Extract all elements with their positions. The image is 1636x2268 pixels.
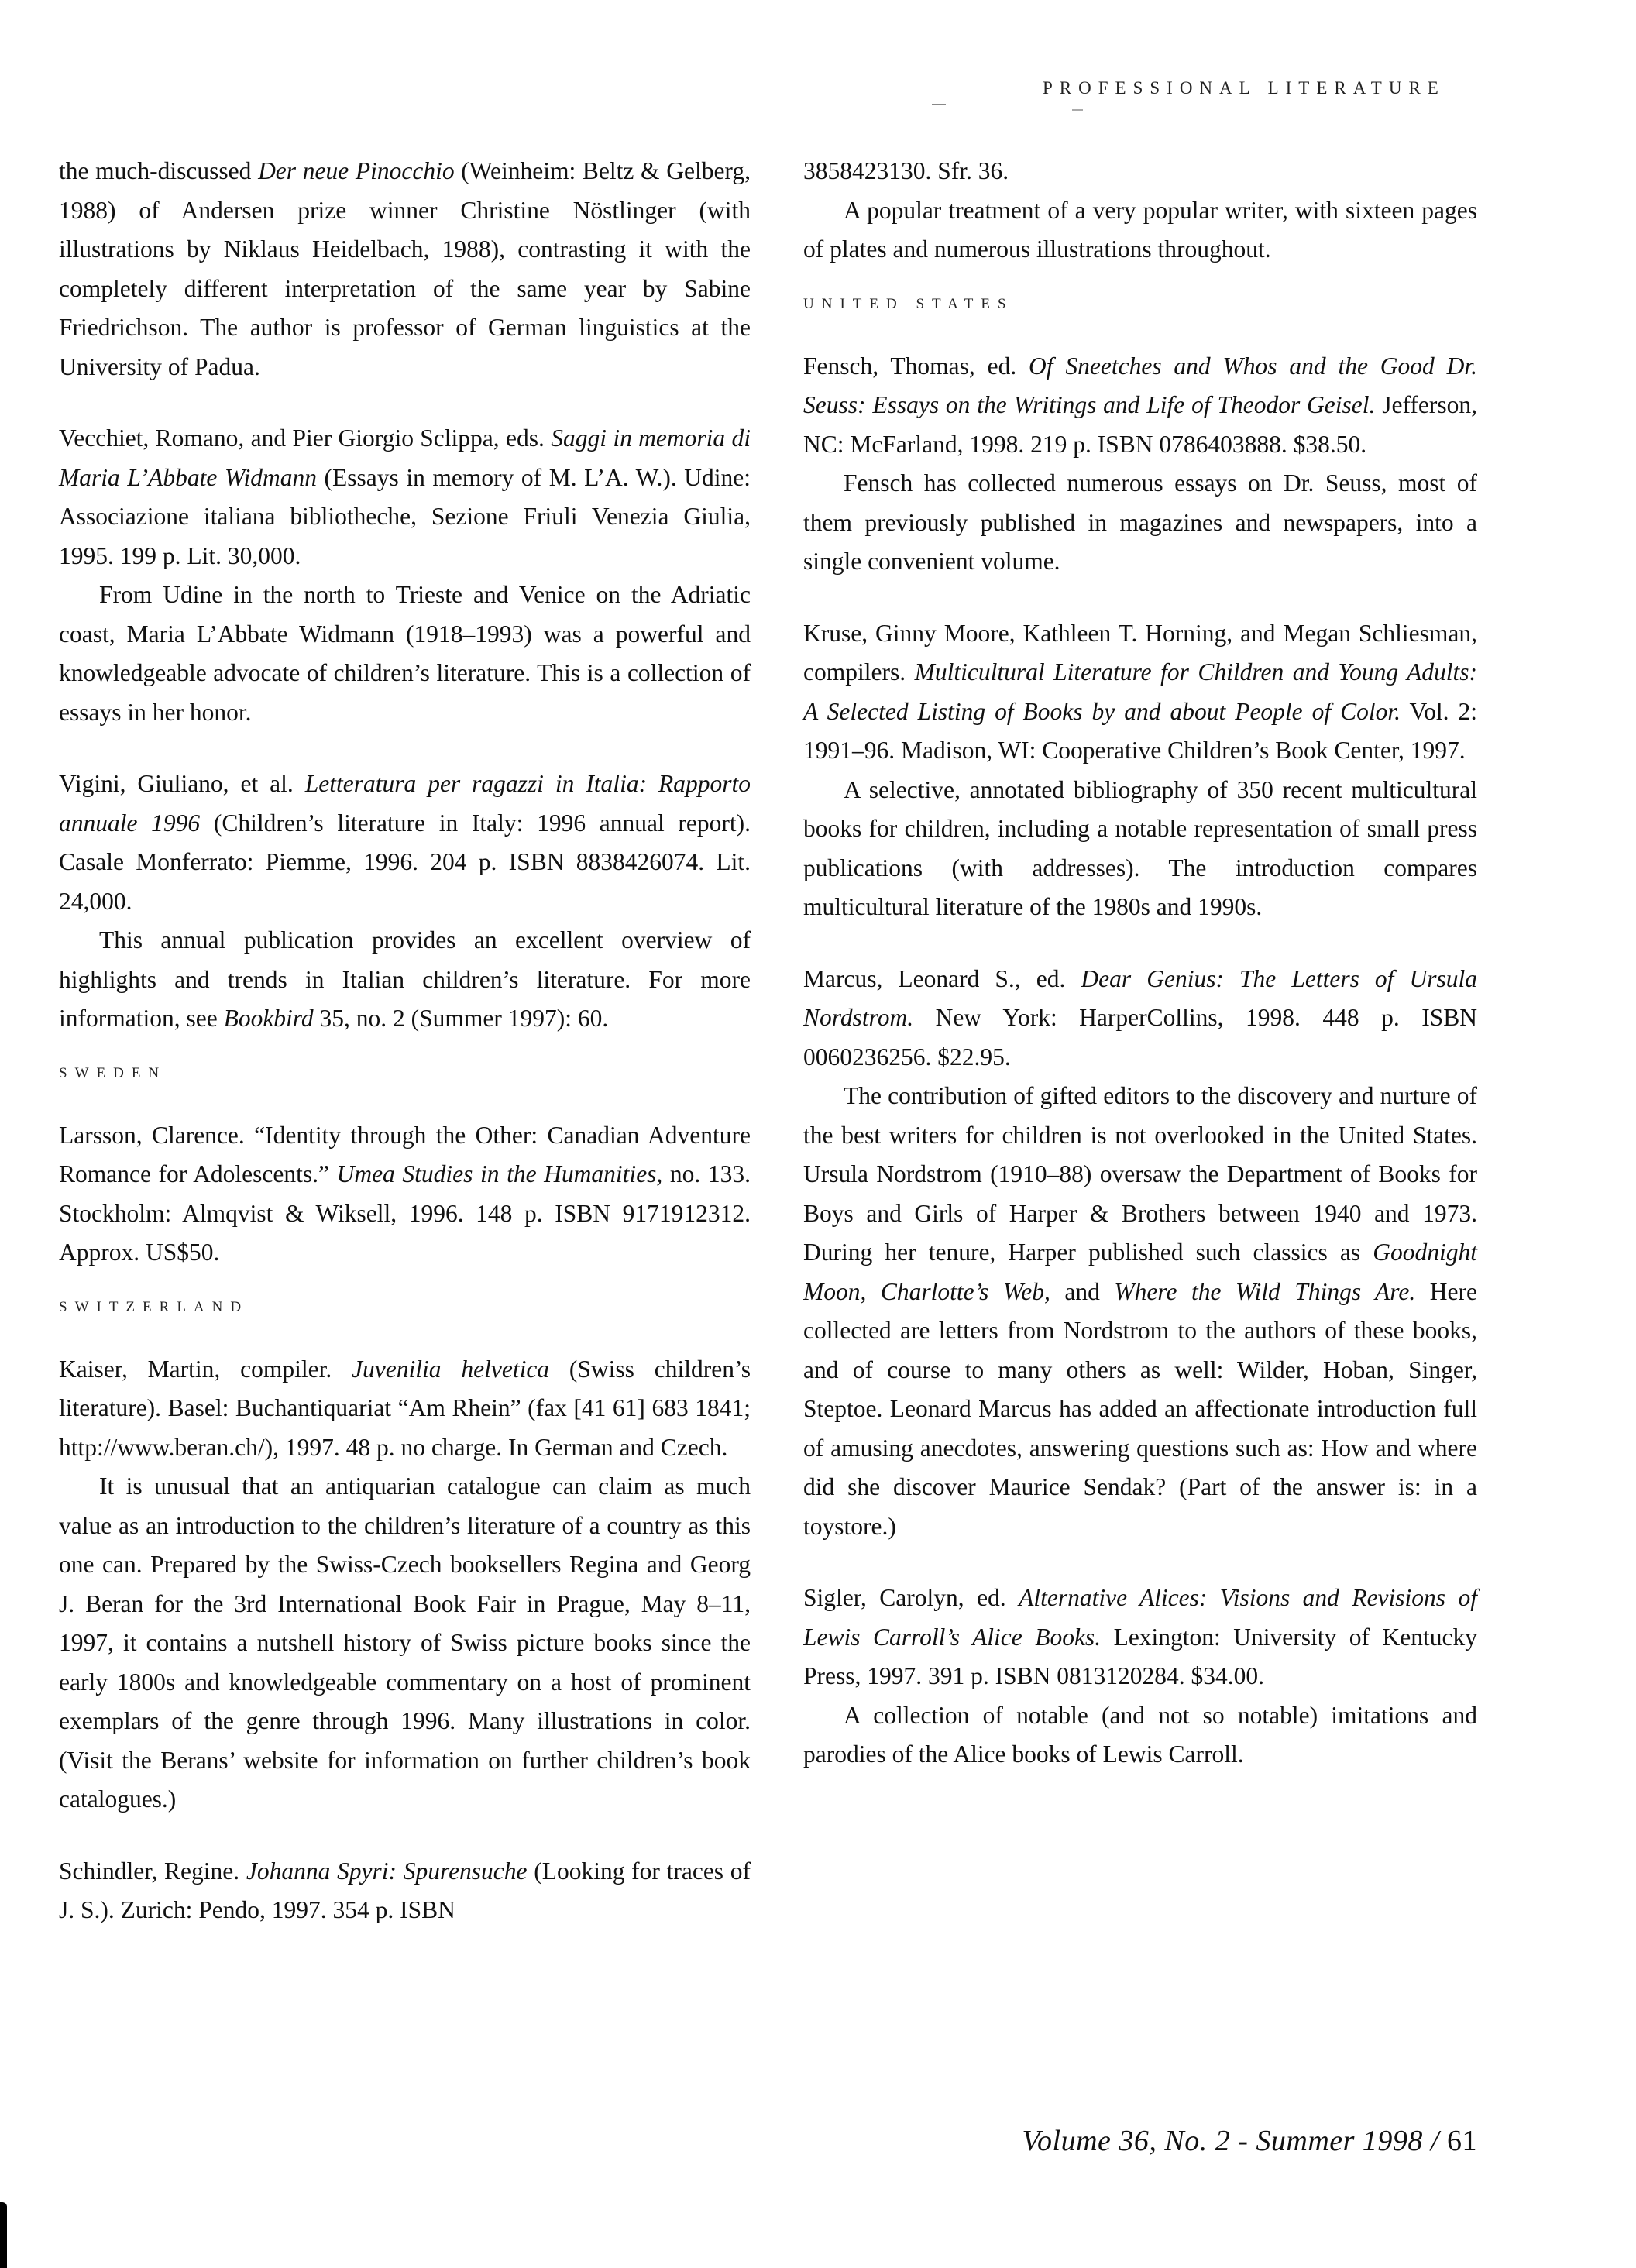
- right-column: [803, 152, 1477, 1807]
- annotation: It is unusual that an antiquarian catalogue can claim as much value as an introduction to the children’s literature of a country as this one can. Prepared by the Swiss-Czech booksellers Regina and Georg J. Beran for the 3rd International Book Fair in Prague, May 8–11, 1997, it contains a nutshell history of Swiss picture books since the early 1800s and knowledgeable commentary on a host of prominent exemplars of the genre through 1996. Many illustrations in color. (Visit the Berans’ website for information on further children’s book catalogues.): [59, 1472, 751, 1813]
- book-title: Dear Genius: The Letters of Ursula Nordstrom.: [803, 964, 1477, 1031]
- annotation-continued: the much-discussed Der neue Pinocchio (Weinheim: Beltz & Gelberg, 1988) of Andersen prize winner Christine Nöstlinger (with illustrations by Niklaus Heidelbach, 1988), contrasting it with the completely different interpretation of the same year by Sabine Friedrichson. The author is professor of German linguistics at the University of Padua.: [59, 157, 751, 380]
- bibliography-entry: [59, 1350, 751, 1820]
- continued-entry: [803, 152, 1477, 270]
- page-footer: [1003, 2124, 1477, 2158]
- citation: Fensch, Thomas, ed. Of Sneetches and Whos and the Good Dr. Seuss: Essays on the Writings and Life of Theodor Geisel. Jefferson, NC: McFarland, 1998. 219 p. ISBN 0786403888. $38.50.: [803, 352, 1477, 458]
- citation: Vecchiet, Romano, and Pier Giorgio Sclippa, eds. Saggi in memoria di Maria L’Abbate Widmann (Essays in memory of M. L’A. W.). Udine: Associazione italiana bibliotheche, Sezione Friuli Venezia Giulia, 1995. 199 p. Lit. 30,000.: [59, 424, 751, 569]
- book-title: Multicultural Literature for Children and Young Adults: A Selected Listing of Books by and about People of Color.: [803, 658, 1477, 725]
- annotation: A popular treatment of a very popular writer, with sixteen pages of plates and numerous illustrations throughout.: [803, 196, 1477, 263]
- footer-separator: /: [1422, 2125, 1447, 2157]
- bibliography-entry: [59, 1116, 751, 1273]
- left-column: [59, 152, 751, 1963]
- book-title: Alternative Alices: Visions and Revisions of Lewis Carroll’s Alice Books.: [803, 1584, 1477, 1651]
- annotation: This annual publication provides an excellent overview of highlights and trends in Italian children’s literature. For more information, see Bookbird 35, no. 2 (Summer 1997): 60.: [59, 926, 751, 1032]
- citation-continued: 3858423130. Sfr. 36.: [803, 157, 1009, 184]
- annotation: The contribution of gifted editors to the discovery and nurture of the best writers for children is not overlooked in the United States. Ursula Nordstrom (1910–88) oversaw the Department of Books for Boys and Girls of Harper & Brothers between 1940 and 1973. During her tenure, Harper published such classics as Goodnight Moon, Charlotte’s Web, and Where the Wild Things Are. Here collected are letters from Nordstrom to the authors of these books, and of course to many others as well: Wilder, Hoban, Singer, Steptoe. Leonard Marcus has added an affectionate introduction full of amusing anecdotes, answering questions such as: How and where did she discover Maurice Sendak? (Part of the answer is: in a toystore.): [803, 1082, 1477, 1540]
- bibliography-entry: [803, 1579, 1477, 1775]
- citation: Sigler, Carolyn, ed. Alternative Alices: Visions and Revisions of Lewis Carroll’s Alice Books. Lexington: University of Kentucky Press, 1997. 391 p. ISBN 0813120284. $34.00.: [803, 1584, 1477, 1689]
- annotation: From Udine in the north to Trieste and Venice on the Adriatic coast, Maria L’Abbate Widmann (1918–1993) was a powerful and knowledgeable advocate of children’s literature. This is a collection of essays in her honor.: [59, 581, 751, 726]
- section-heading-sweden: SWEDEN: [59, 1064, 167, 1081]
- continued-entry: [59, 152, 751, 387]
- journal-title: Bookbird: [223, 1005, 314, 1032]
- section-heading-switzerland: SWITZERLAND: [59, 1298, 249, 1315]
- header-rule-mark: [1072, 109, 1083, 111]
- annotation: A selective, annotated bibliography of 350 recent multicultural books for children, including a notable representation of small press publications (with addresses). The introduction compares multicultural literature of the 1980s and 1990s.: [803, 775, 1477, 920]
- bibliography-entry: [803, 960, 1477, 1547]
- annotation: Fensch has collected numerous essays on Dr. Seuss, most of them previously published in magazines and newspapers, into a single convenient volume.: [803, 469, 1477, 575]
- bibliography-entry: [59, 765, 751, 1039]
- book-title: Goodnight Moon, Charlotte’s Web,: [803, 1239, 1477, 1305]
- book-title: Der neue Pinocchio: [258, 157, 455, 184]
- citation: Larsson, Clarence. “Identity through the Other: Canadian Adventure Romance for Adolescents.” Umea Studies in the Humanities, no. 133. Stockholm: Almqvist & Wiksell, 1996. 148 p. ISBN 9171912312. Approx. US$50.: [59, 1121, 751, 1266]
- citation: Schindler, Regine. Johanna Spyri: Spurensuche (Looking for traces of J. S.). Zurich: Pendo, 1997. 354 p. ISBN: [59, 1857, 751, 1923]
- bibliography-entry: [803, 614, 1477, 927]
- bibliography-entry: [59, 1852, 751, 1930]
- running-head: PROFESSIONAL LITERATURE: [1043, 78, 1445, 98]
- citation: Kruse, Ginny Moore, Kathleen T. Horning, and Megan Schliesman, compilers. Multicultural Literature for Children and Young Adults: A Selected Listing of Books by and about People of Color. Vol. 2: 1991–96. Madison, WI: Cooperative Children’s Book Center, 1997.: [803, 619, 1477, 764]
- citation: Marcus, Leonard S., ed. Dear Genius: The Letters of Ursula Nordstrom. New York: HarperCollins, 1998. 448 p. ISBN 0060236256. $22.95.: [803, 964, 1477, 1070]
- bibliography-entry: [59, 419, 751, 732]
- book-title: Of Sneetches and Whos and the Good Dr. Seuss: Essays on the Writings and Life of Theodor Geisel.: [803, 352, 1477, 418]
- header-rule-mark: [932, 104, 946, 105]
- citation: Vigini, Giuliano, et al. Letteratura per ragazzi in Italia: Rapporto annuale 1996 (Children’s literature in Italy: 1996 annual report). Casale Monferrato: Piemme, 1996. 204 p. ISBN 8838426074. Lit. 24,000.: [59, 770, 751, 915]
- page-number: 61: [1447, 2125, 1477, 2157]
- book-title: Saggi in memoria di Maria L’Abbate Widmann: [59, 424, 751, 491]
- annotation: A collection of notable (and not so notable) imitations and parodies of the Alice books of Lewis Carroll.: [803, 1701, 1477, 1768]
- book-title: Where the Wild Things Are.: [1114, 1277, 1416, 1305]
- bibliography-entry: [803, 347, 1477, 582]
- book-title: Juvenilia helvetica: [352, 1355, 550, 1383]
- section-heading-united-states: UNITED STATES: [803, 295, 1014, 312]
- journal-title: Umea Studies in the Humanities,: [336, 1160, 663, 1187]
- book-title: Letteratura per ragazzi in Italia: Rapporto annuale 1996: [59, 770, 751, 837]
- scan-edge-mark: [0, 2202, 7, 2268]
- issue-info: Volume 36, No. 2 - Summer 1998: [1022, 2125, 1423, 2157]
- citation: Kaiser, Martin, compiler. Juvenilia helvetica (Swiss children’s literature). Basel: Buchantiquariat “Am Rhein” (fax [41 61] 683 1841; http://www.beran.ch/), 1997. 48 p. no charge. In German and Czech.: [59, 1355, 751, 1461]
- book-title: Johanna Spyri: Spurensuche: [246, 1857, 528, 1885]
